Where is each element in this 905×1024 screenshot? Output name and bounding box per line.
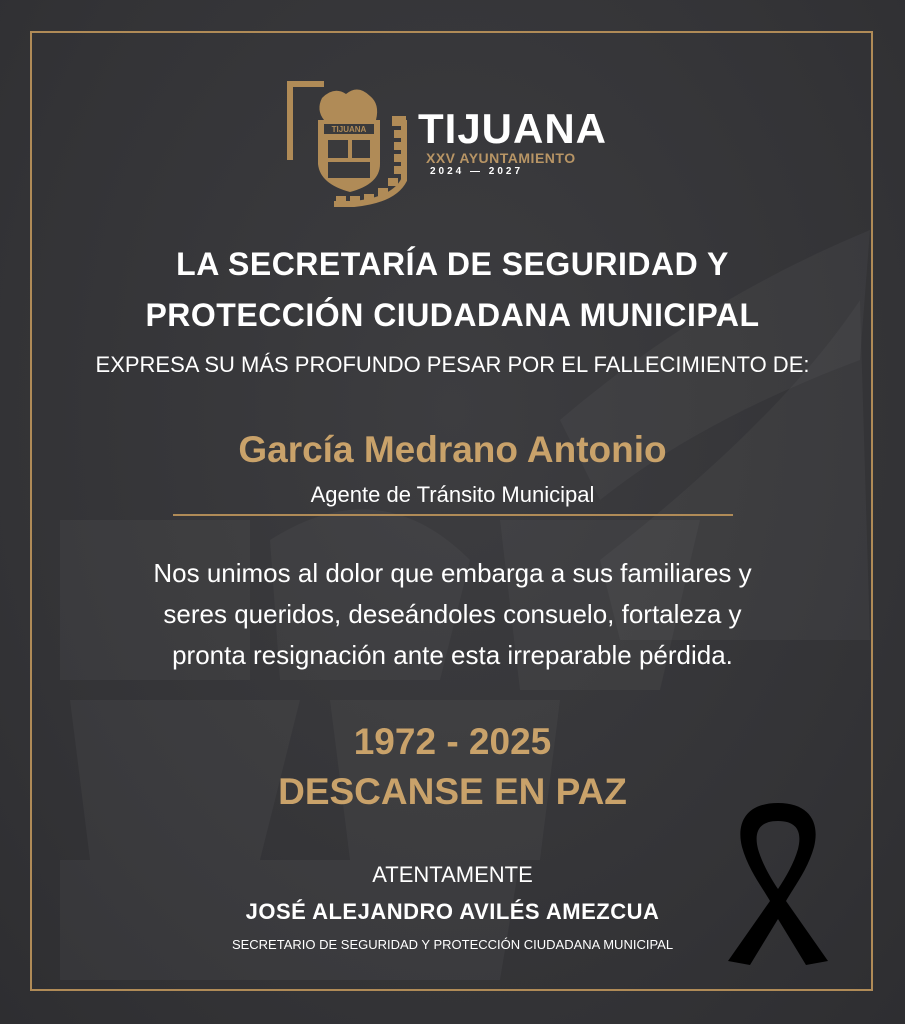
deceased-role: Agente de Tránsito Municipal <box>310 482 595 507</box>
closing-text: ATENTAMENTE <box>372 862 533 887</box>
message-line-2: seres queridos, deseándoles consuelo, fortaleza y <box>163 599 742 629</box>
city-name: TIJUANA <box>418 105 608 152</box>
life-dates: 1972 - 2025 <box>353 721 552 762</box>
intro-text: EXPRESA SU MÁS PROFUNDO PESAR POR EL FALLECIMIENTO DE: <box>95 352 810 377</box>
message-line-3: pronta resignación ante esta irreparable pérdida. <box>172 640 733 670</box>
deceased-name: García Medrano Antonio <box>238 429 667 470</box>
mourning-ribbon-icon <box>722 797 834 967</box>
name-divider <box>173 514 733 516</box>
heading-line-2: PROTECCIÓN CIUDADANA MUNICIPAL <box>145 297 760 333</box>
heading-line-1: LA SECRETARÍA DE SEGURIDAD Y <box>176 246 729 282</box>
logo-wordmark <box>418 105 608 178</box>
signer-name: JOSÉ ALEJANDRO AVILÉS AMEZCUA <box>245 899 660 924</box>
signer-title: SECRETARIO DE SEGURIDAD Y PROTECCIÓN CIUDADANA MUNICIPAL <box>231 937 674 952</box>
message-line-1: Nos unimos al dolor que embarga a sus familiares y <box>153 558 752 588</box>
ayuntamiento-label: XXV AYUNTAMIENTO <box>426 150 576 166</box>
svg-text:TIJUANA: TIJUANA <box>331 125 367 134</box>
rest-in-peace: DESCANSE EN PAZ <box>278 771 627 812</box>
period-label: 2024 — 2027 <box>430 166 524 177</box>
